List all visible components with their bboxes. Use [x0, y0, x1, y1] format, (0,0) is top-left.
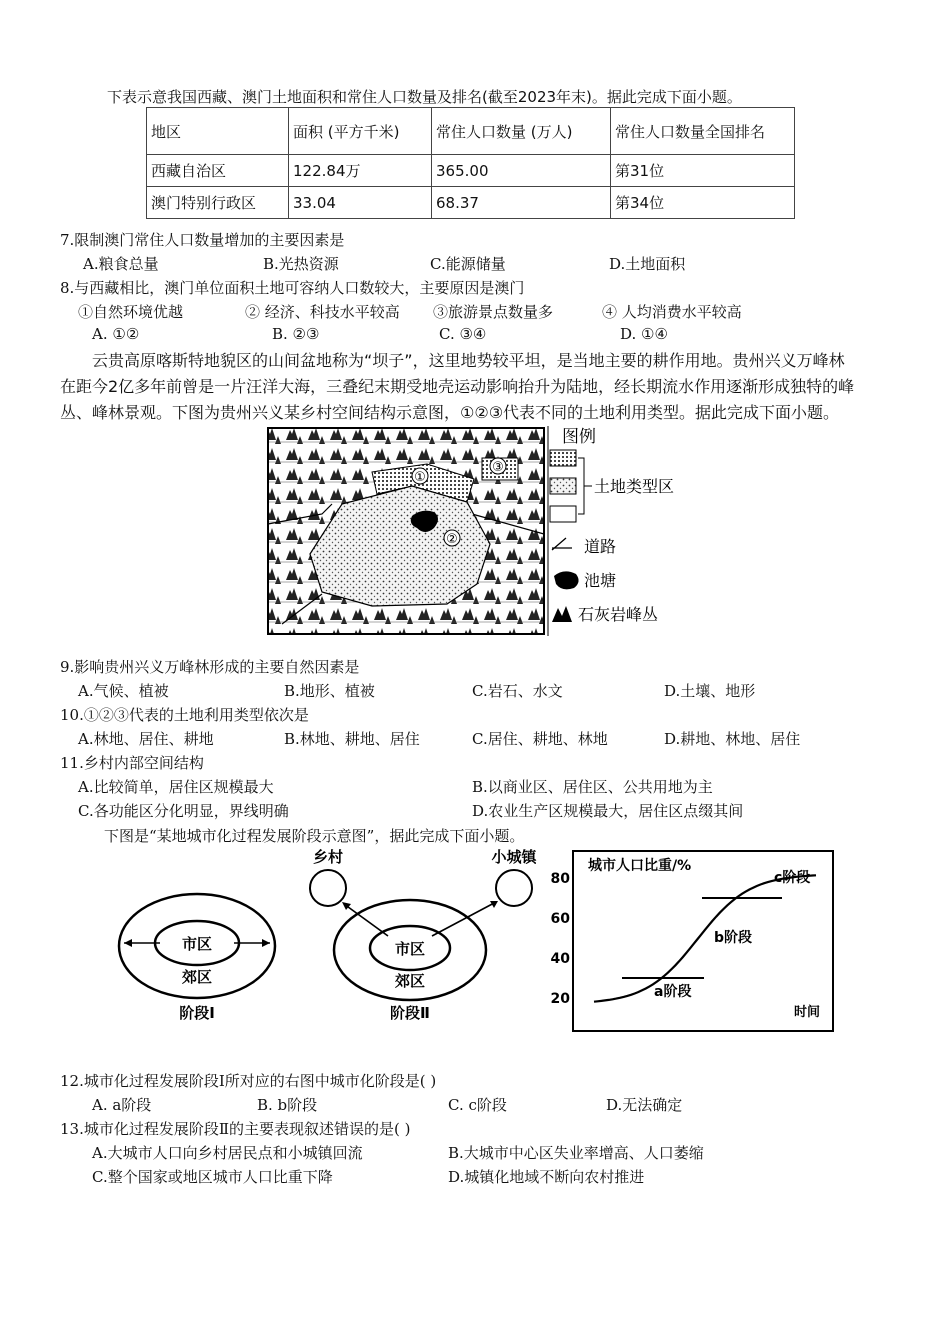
y-tick-label: 40: [550, 951, 570, 967]
y-tick-label: 20: [550, 991, 570, 1007]
question-11-option: B.以商业区、居住区、公共用地为主: [472, 778, 713, 796]
question-10-stem: 10.①②③代表的土地利用类型依次是: [60, 706, 309, 724]
passage-line: 云贵高原喀斯特地貌区的山间盆地称为“坝子”，这里地势较平坦，是当地主要的耕作用地。贵州兴义万峰林: [92, 351, 845, 370]
question-9-stem: 9.影响贵州兴义万峰林形成的主要自然因素是: [60, 658, 360, 676]
table-cell: 第34位: [611, 187, 795, 219]
table-cell: 第31位: [611, 155, 795, 187]
question-10-option: C.居住、耕地、林地: [472, 730, 608, 748]
legend-swatch-blank: [550, 506, 576, 522]
question-12-option: A. a阶段: [92, 1096, 152, 1114]
question-9-option: D.土壤、地形: [664, 682, 756, 700]
legend-pond: 池塘: [584, 571, 617, 590]
question-10-option: A.林地、居住、耕地: [78, 730, 214, 748]
question-7-option: A.粮食总量: [83, 255, 159, 273]
question-13-option: C.整个国家或地区城市人口比重下降: [92, 1168, 333, 1186]
table-cell: 西藏自治区: [147, 155, 289, 187]
passage-line: 丛、峰林景观。下图为贵州兴义某乡村空间结构示意图，①②③代表不同的土地利用类型。据此完成下面小题。: [60, 403, 840, 422]
table-cell: 33.04: [289, 187, 432, 219]
question-11-stem: 11.乡村内部空间结构: [60, 754, 204, 772]
urbanization-stage-diagram: [110, 846, 550, 1026]
question-10-option: B.林地、耕地、居住: [284, 730, 420, 748]
village-map-figure: [262, 424, 712, 638]
question-8-option: A. ①②: [92, 325, 140, 343]
table-header-row: [147, 108, 795, 155]
suburb-label-stage2: 郊区: [394, 972, 426, 990]
pond-legend-icon: [554, 571, 579, 589]
question-8-option: D. ①④: [620, 325, 668, 343]
data-table: [146, 107, 795, 219]
legend-swatch-grid: [550, 450, 576, 466]
intro-table: 下表示意我国西藏、澳门土地面积和常住人口数量及排名(截至2023年末)。据此完成下面小题。: [107, 88, 742, 106]
table-header-cell: 常住人口数量全国排名: [611, 108, 795, 155]
question-8-option: C. ③④: [439, 325, 487, 343]
table-cell: 68.37: [432, 187, 611, 219]
map-label-2: ②: [446, 532, 458, 547]
peak-legend-icon: [552, 606, 572, 622]
question-12-option: B. b阶段: [257, 1096, 318, 1114]
question-11-option: D.农业生产区规模最大，居住区点缀其间: [472, 802, 744, 820]
legend-swatch-dots: [550, 478, 576, 494]
annotation-b-stage: b阶段: [714, 930, 753, 946]
question-13-option: B.大城市中心区失业率增高、人口萎缩: [448, 1144, 704, 1162]
legend-title: 图例: [562, 427, 596, 447]
stage1-label: 阶段Ⅰ: [179, 1004, 215, 1022]
stage2-label: 阶段Ⅱ: [390, 1004, 430, 1022]
question-9-option: B.地形、植被: [284, 682, 375, 700]
table-cell: 澳门特别行政区: [147, 187, 289, 219]
question-7-stem: 7.限制澳门常住人口数量增加的主要因素是: [60, 231, 345, 249]
question-7-option: C.能源储量: [430, 255, 506, 273]
question-13-option: D.城镇化地域不断向农村推进: [448, 1168, 645, 1186]
question-12-stem: 12.城市化过程发展阶段Ⅰ所对应的右图中城市化阶段是( ): [60, 1072, 437, 1090]
town-circle: [496, 870, 532, 906]
question-11-option: A.比较简单，居住区规模最大: [78, 778, 274, 796]
village-label: 乡村: [312, 848, 344, 866]
question-13-stem: 13.城市化过程发展阶段Ⅱ的主要表现叙述错误的是( ): [60, 1120, 411, 1138]
question-8-option: B. ②③: [272, 325, 320, 343]
table-row: [147, 155, 795, 187]
map-label-1: ①: [414, 470, 426, 485]
chart-ylabel: 城市人口比重/%: [588, 858, 692, 874]
y-tick-label: 60: [550, 911, 570, 927]
question-8-item: ② 经济、科技水平较高: [245, 303, 400, 321]
question-11-option: C.各功能区分化明显，界线明确: [78, 802, 289, 820]
question-7-option: B.光热资源: [263, 255, 339, 273]
road-legend-icon: [552, 538, 572, 550]
question-8-item: ③旅游景点数量多: [433, 303, 554, 321]
question-10-option: D.耕地、林地、居住: [664, 730, 801, 748]
legend-landtype: 土地类型区: [594, 477, 675, 496]
table-cell: 122.84万: [289, 155, 432, 187]
city-label-stage1: 市区: [181, 935, 213, 953]
table-cell: 365.00: [432, 155, 611, 187]
chart-xlabel: 时间: [794, 1005, 821, 1020]
intro-urbanization: 下图是“某地城市化过程发展阶段示意图”，据此完成下面小题。: [104, 827, 525, 845]
question-8-item: ①自然环境优越: [78, 303, 184, 321]
question-12-option: C. c阶段: [448, 1096, 507, 1114]
annotation-a-stage: a阶段: [654, 984, 692, 1000]
question-12-option: D.无法确定: [606, 1096, 683, 1114]
village-circle: [310, 870, 346, 906]
question-8-stem: 8.与西藏相比，澳门单位面积土地可容纳人口数较大，主要原因是澳门: [60, 279, 525, 297]
table-header-cell: 地区: [147, 108, 289, 155]
question-13-option: A.大城市人口向乡村居民点和小城镇回流: [92, 1144, 363, 1162]
legend-peak: 石灰岩峰丛: [578, 605, 659, 624]
question-9-option: C.岩石、水文: [472, 682, 563, 700]
map-label-3: ③: [492, 460, 504, 475]
town-label: 小城镇: [491, 848, 537, 866]
suburb-label-stage1: 郊区: [181, 968, 213, 986]
question-9-option: A.气候、植被: [78, 682, 169, 700]
annotation-c-stage: c阶段: [774, 870, 811, 886]
passage-line: 在距今2亿多年前曾是一片汪洋大海，三叠纪末期受地壳运动影响抬升为陆地，经长期流水作用逐渐形成独特的峰: [60, 377, 855, 396]
urbanization-curve-chart: [546, 850, 836, 1034]
table-header-cell: 面积 (平方千米): [289, 108, 432, 155]
table-row: [147, 187, 795, 219]
question-7-option: D.土地面积: [609, 255, 686, 273]
city-label-stage2: 市区: [394, 940, 426, 958]
table-header-cell: 常住人口数量 (万人): [432, 108, 611, 155]
y-tick-label: 80: [550, 871, 570, 887]
question-8-item: ④ 人均消费水平较高: [602, 303, 742, 321]
legend-road: 道路: [584, 537, 617, 556]
